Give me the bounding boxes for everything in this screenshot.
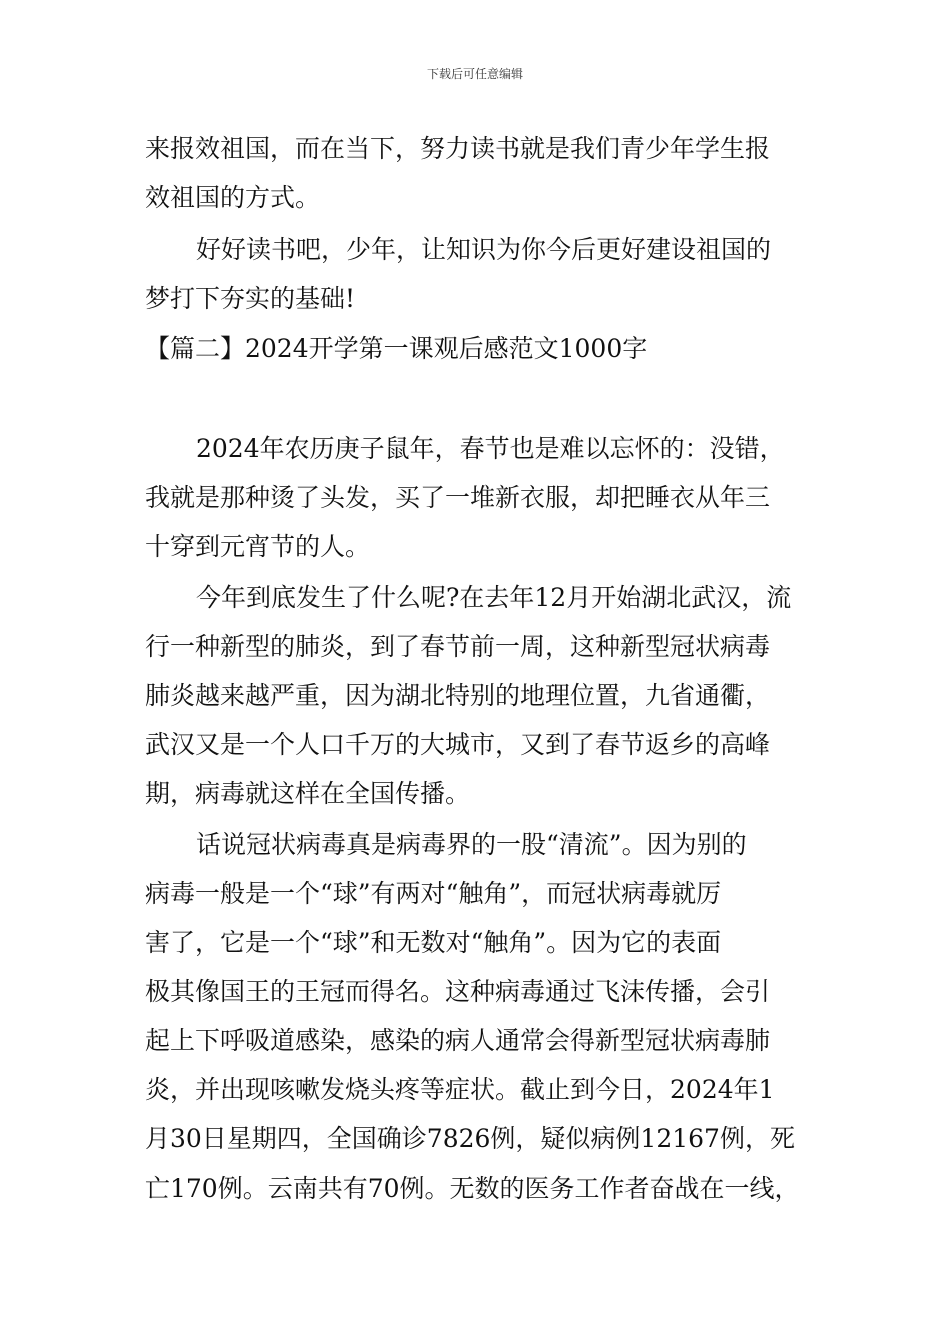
text-line: 效祖国的方式。 [145, 183, 321, 212]
text-line: 肺炎越来越严重，因为湖北特别的地理位置，九省通衢， [145, 681, 771, 710]
text-line: 期，病毒就这样在全国传播。 [145, 779, 471, 808]
text-line: 极其像国王的王冠而得名。这种病毒通过飞沫传播，会引 [145, 977, 771, 1006]
text-line: 害了，它是一个“球”和无数对“触角”。因为它的表面 [145, 928, 722, 957]
text-line: 十穿到元宵节的人。 [145, 532, 371, 561]
page-header: 下载后可任意编辑 [426, 67, 523, 81]
text-line: 起上下呼吸道感染，感染的病人通常会得新型冠状病毒肺 [145, 1026, 771, 1055]
text-line: 好好读书吧，少年，让知识为你今后更好建设祖国的 [196, 235, 772, 264]
text-line: 月30日星期四，全国确诊7826例，疑似病例12167例，死 [145, 1124, 795, 1153]
section-heading: 【篇二】2024开学第一课观后感范文1000字 [145, 334, 648, 363]
text-line: 病毒一般是一个“球”有两对“触角”，而冠状病毒就厉 [145, 879, 722, 908]
text-line: 今年到底发生了什么呢?在去年12月开始湖北武汉，流 [196, 583, 792, 612]
text-line: 话说冠状病毒真是病毒界的一股“清流”。因为别的 [196, 830, 747, 859]
text-line: 来报效祖国，而在当下，努力读书就是我们青少年学生报 [145, 134, 771, 163]
text-line: 行一种新型的肺炎，到了春节前一周，这种新型冠状病毒 [145, 632, 771, 661]
text-line: 梦打下夯实的基础! [145, 284, 356, 313]
text-line: 武汉又是一个人口千万的大城市，又到了春节返乡的高峰 [145, 730, 771, 759]
text-line: 炎，并出现咳嗽发烧头疼等症状。截止到今日，2024年1 [145, 1075, 775, 1104]
text-line: 我就是那种烫了头发，买了一堆新衣服，却把睡衣从年三 [145, 483, 771, 512]
text-line: 亡170例。云南共有70例。无数的医务工作者奋战在一线， [145, 1174, 800, 1203]
text-line: 2024年农历庚子鼠年，春节也是难以忘怀的：没错， [196, 434, 785, 463]
